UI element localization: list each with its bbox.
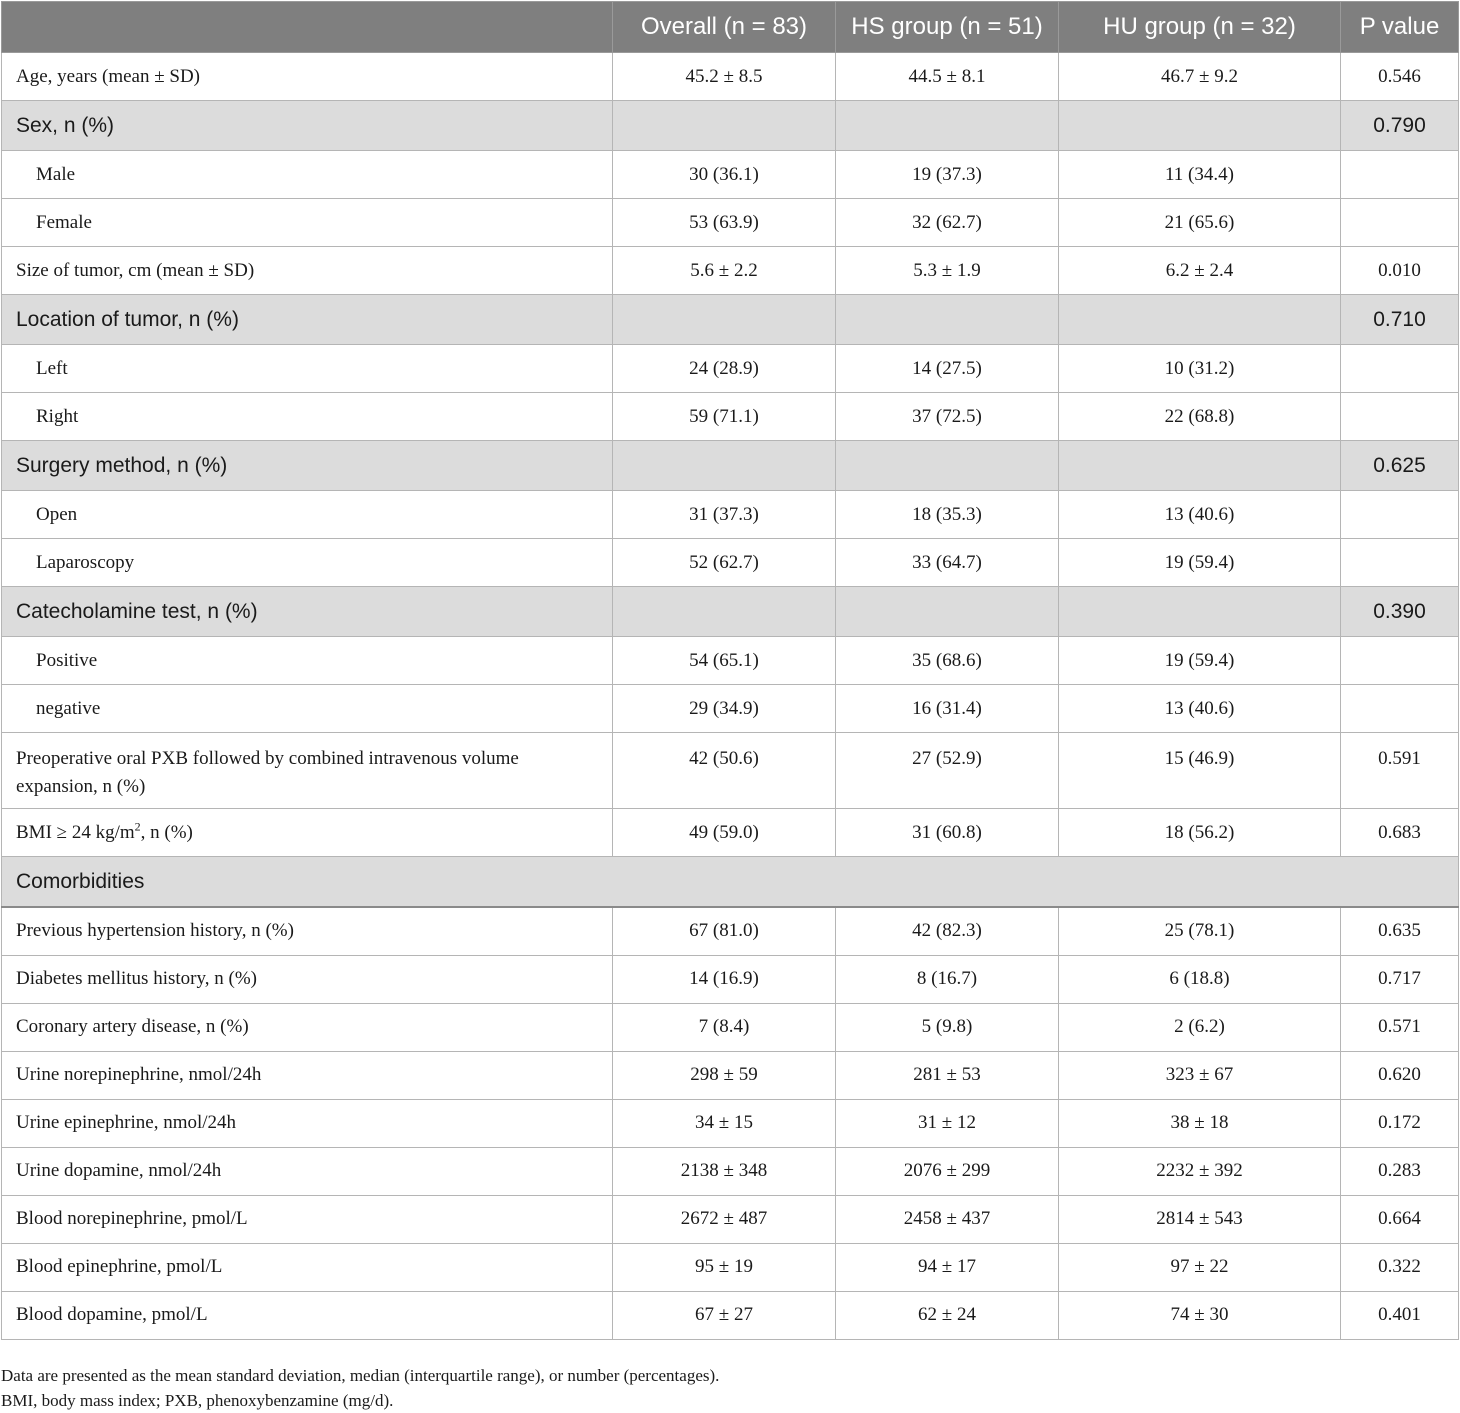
- header-p-value: P value: [1341, 2, 1459, 53]
- section-row: [2, 295, 1459, 345]
- table-row: [2, 1195, 1459, 1243]
- hu-cell: 25 (78.1): [1059, 907, 1341, 955]
- overall-cell: 2138 ± 348: [613, 1147, 836, 1195]
- row-label: Catecholamine test, n (%): [2, 587, 613, 637]
- row-label: Female: [2, 199, 613, 247]
- hs-cell: 31 (60.8): [836, 809, 1059, 857]
- row-label: Male: [2, 151, 613, 199]
- p-value-cell: 0.717: [1341, 955, 1459, 1003]
- row-label: Laparoscopy: [2, 539, 613, 587]
- hu-cell: 21 (65.6): [1059, 199, 1341, 247]
- hs-cell: 37 (72.5): [836, 393, 1059, 441]
- overall-cell: [613, 295, 836, 345]
- section-row: [2, 587, 1459, 637]
- row-label: Size of tumor, cm (mean ± SD): [2, 247, 613, 295]
- p-value-cell: [1341, 539, 1459, 587]
- row-label: Left: [2, 345, 613, 393]
- header-variable: [2, 2, 613, 53]
- hs-cell: [836, 587, 1059, 637]
- hu-cell: 323 ± 67: [1059, 1051, 1341, 1099]
- hs-cell: 94 ± 17: [836, 1243, 1059, 1291]
- p-value-cell: 0.683: [1341, 809, 1459, 857]
- bmi-label-suffix: , n (%): [140, 821, 193, 843]
- p-value-cell: [1341, 199, 1459, 247]
- p-value-cell: [1341, 345, 1459, 393]
- table-footnotes: [1, 1363, 719, 1413]
- p-value-cell: 0.790: [1341, 101, 1459, 151]
- p-value-cell: [1341, 637, 1459, 685]
- table-row: [2, 1051, 1459, 1099]
- row-label: Location of tumor, n (%): [2, 295, 613, 345]
- p-value-cell: 0.322: [1341, 1243, 1459, 1291]
- overall-cell: 14 (16.9): [613, 955, 836, 1003]
- hs-cell: 2076 ± 299: [836, 1147, 1059, 1195]
- header-overall: Overall (n = 83): [613, 2, 836, 53]
- overall-cell: [613, 587, 836, 637]
- hu-cell: 2 (6.2): [1059, 1003, 1341, 1051]
- table-row: [2, 247, 1459, 295]
- overall-cell: 53 (63.9): [613, 199, 836, 247]
- hs-cell: 42 (82.3): [836, 907, 1059, 955]
- hu-cell: 19 (59.4): [1059, 637, 1341, 685]
- overall-cell: 2672 ± 487: [613, 1195, 836, 1243]
- overall-cell: 54 (65.1): [613, 637, 836, 685]
- row-label: Urine epinephrine, nmol/24h: [2, 1099, 613, 1147]
- row-label: negative: [2, 685, 613, 733]
- hu-cell: 97 ± 22: [1059, 1243, 1341, 1291]
- row-label: Open: [2, 491, 613, 539]
- hu-cell: 11 (34.4): [1059, 151, 1341, 199]
- hu-cell: 13 (40.6): [1059, 685, 1341, 733]
- hu-cell: 2814 ± 543: [1059, 1195, 1341, 1243]
- table-row: [2, 955, 1459, 1003]
- overall-cell: 31 (37.3): [613, 491, 836, 539]
- p-value-cell: 0.283: [1341, 1147, 1459, 1195]
- section-row: [2, 441, 1459, 491]
- section-row: [2, 101, 1459, 151]
- hs-cell: 18 (35.3): [836, 491, 1059, 539]
- overall-cell: 29 (34.9): [613, 685, 836, 733]
- row-label: Urine dopamine, nmol/24h: [2, 1147, 613, 1195]
- hu-cell: [1059, 295, 1341, 345]
- overall-cell: 49 (59.0): [613, 809, 836, 857]
- row-label: Sex, n (%): [2, 101, 613, 151]
- table-row: [2, 809, 1459, 857]
- table-row: [2, 685, 1459, 733]
- row-label: Positive: [2, 637, 613, 685]
- row-label: Blood norepinephrine, pmol/L: [2, 1195, 613, 1243]
- p-value-cell: [1341, 151, 1459, 199]
- hu-cell: [1059, 101, 1341, 151]
- table-row: [2, 491, 1459, 539]
- hs-cell: 44.5 ± 8.1: [836, 53, 1059, 101]
- hu-cell: [1059, 441, 1341, 491]
- row-label: Blood epinephrine, pmol/L: [2, 1243, 613, 1291]
- hu-cell: 74 ± 30: [1059, 1291, 1341, 1339]
- hu-cell: 2232 ± 392: [1059, 1147, 1341, 1195]
- p-value-cell: 0.710: [1341, 295, 1459, 345]
- hs-cell: 27 (52.9): [836, 733, 1059, 809]
- hu-cell: 10 (31.2): [1059, 345, 1341, 393]
- hu-cell: 6 (18.8): [1059, 955, 1341, 1003]
- row-label: Diabetes mellitus history, n (%): [2, 955, 613, 1003]
- p-value-cell: 0.546: [1341, 53, 1459, 101]
- header-hs-group: HS group (n = 51): [836, 2, 1059, 53]
- hs-cell: 2458 ± 437: [836, 1195, 1059, 1243]
- p-value-cell: 0.591: [1341, 733, 1459, 809]
- table-row: [2, 1243, 1459, 1291]
- row-label: [2, 809, 613, 857]
- hs-cell: 19 (37.3): [836, 151, 1059, 199]
- hu-cell: [1059, 587, 1341, 637]
- hs-cell: [836, 295, 1059, 345]
- comorbidities-heading: Comorbidities: [2, 857, 1459, 908]
- p-value-cell: 0.172: [1341, 1099, 1459, 1147]
- p-value-cell: 0.620: [1341, 1051, 1459, 1099]
- p-value-cell: 0.571: [1341, 1003, 1459, 1051]
- hu-cell: 13 (40.6): [1059, 491, 1341, 539]
- overall-cell: 24 (28.9): [613, 345, 836, 393]
- row-label: Urine norepinephrine, nmol/24h: [2, 1051, 613, 1099]
- table-row: [2, 1291, 1459, 1339]
- overall-cell: 52 (62.7): [613, 539, 836, 587]
- hs-cell: 32 (62.7): [836, 199, 1059, 247]
- table-row: [2, 907, 1459, 955]
- header-hu-group: HU group (n = 32): [1059, 2, 1341, 53]
- hu-cell: 18 (56.2): [1059, 809, 1341, 857]
- hs-cell: 31 ± 12: [836, 1099, 1059, 1147]
- hs-cell: 62 ± 24: [836, 1291, 1059, 1339]
- overall-cell: 59 (71.1): [613, 393, 836, 441]
- section-row: [2, 857, 1459, 908]
- overall-cell: 67 (81.0): [613, 907, 836, 955]
- hs-cell: [836, 101, 1059, 151]
- hu-cell: 6.2 ± 2.4: [1059, 247, 1341, 295]
- table-row: [2, 1003, 1459, 1051]
- footnote-data-presentation: Data are presented as the mean standard deviation, median (interquartile range), or number (percentages).: [1, 1366, 720, 1385]
- table-row: [2, 539, 1459, 587]
- p-value-cell: 0.664: [1341, 1195, 1459, 1243]
- baseline-characteristics-table: [1, 1, 1459, 1340]
- overall-cell: 42 (50.6): [613, 733, 836, 809]
- overall-cell: 34 ± 15: [613, 1099, 836, 1147]
- p-value-cell: 0.635: [1341, 907, 1459, 955]
- hs-cell: 14 (27.5): [836, 345, 1059, 393]
- hu-cell: 46.7 ± 9.2: [1059, 53, 1341, 101]
- row-label: Previous hypertension history, n (%): [2, 907, 613, 955]
- table-row: [2, 151, 1459, 199]
- overall-cell: [613, 101, 836, 151]
- overall-cell: 7 (8.4): [613, 1003, 836, 1051]
- row-label: Age, years (mean ± SD): [2, 53, 613, 101]
- table-row: [2, 733, 1459, 809]
- p-value-cell: [1341, 393, 1459, 441]
- row-label: Preoperative oral PXB followed by combined intravenous volume expansion, n (%): [2, 733, 613, 809]
- row-label: Blood dopamine, pmol/L: [2, 1291, 613, 1339]
- footnote-abbreviations: BMI, body mass index; PXB, phenoxybenzamine (mg/d).: [1, 1391, 394, 1410]
- table-row: [2, 199, 1459, 247]
- table-row: [2, 1099, 1459, 1147]
- row-label: Right: [2, 393, 613, 441]
- header-row: [2, 2, 1459, 53]
- table-row: [2, 1147, 1459, 1195]
- table-row: [2, 393, 1459, 441]
- table-row: [2, 637, 1459, 685]
- hs-cell: 35 (68.6): [836, 637, 1059, 685]
- table-row: [2, 345, 1459, 393]
- bmi-label-text: BMI ≥ 24 kg/m: [16, 821, 135, 843]
- p-value-cell: 0.390: [1341, 587, 1459, 637]
- hs-cell: 8 (16.7): [836, 955, 1059, 1003]
- table-row: [2, 53, 1459, 101]
- overall-cell: 67 ± 27: [613, 1291, 836, 1339]
- hs-cell: 33 (64.7): [836, 539, 1059, 587]
- hs-cell: 5 (9.8): [836, 1003, 1059, 1051]
- overall-cell: 5.6 ± 2.2: [613, 247, 836, 295]
- hs-cell: [836, 441, 1059, 491]
- hs-cell: 5.3 ± 1.9: [836, 247, 1059, 295]
- p-value-cell: [1341, 491, 1459, 539]
- p-value-cell: [1341, 685, 1459, 733]
- hu-cell: 19 (59.4): [1059, 539, 1341, 587]
- row-label: Surgery method, n (%): [2, 441, 613, 491]
- bmi-superscript: 2: [134, 819, 141, 834]
- hu-cell: 38 ± 18: [1059, 1099, 1341, 1147]
- overall-cell: 95 ± 19: [613, 1243, 836, 1291]
- hs-cell: 281 ± 53: [836, 1051, 1059, 1099]
- overall-cell: [613, 441, 836, 491]
- hu-cell: 22 (68.8): [1059, 393, 1341, 441]
- hu-cell: 15 (46.9): [1059, 733, 1341, 809]
- overall-cell: 30 (36.1): [613, 151, 836, 199]
- overall-cell: 298 ± 59: [613, 1051, 836, 1099]
- row-label: Coronary artery disease, n (%): [2, 1003, 613, 1051]
- p-value-cell: 0.010: [1341, 247, 1459, 295]
- p-value-cell: 0.625: [1341, 441, 1459, 491]
- p-value-cell: 0.401: [1341, 1291, 1459, 1339]
- hs-cell: 16 (31.4): [836, 685, 1059, 733]
- overall-cell: 45.2 ± 8.5: [613, 53, 836, 101]
